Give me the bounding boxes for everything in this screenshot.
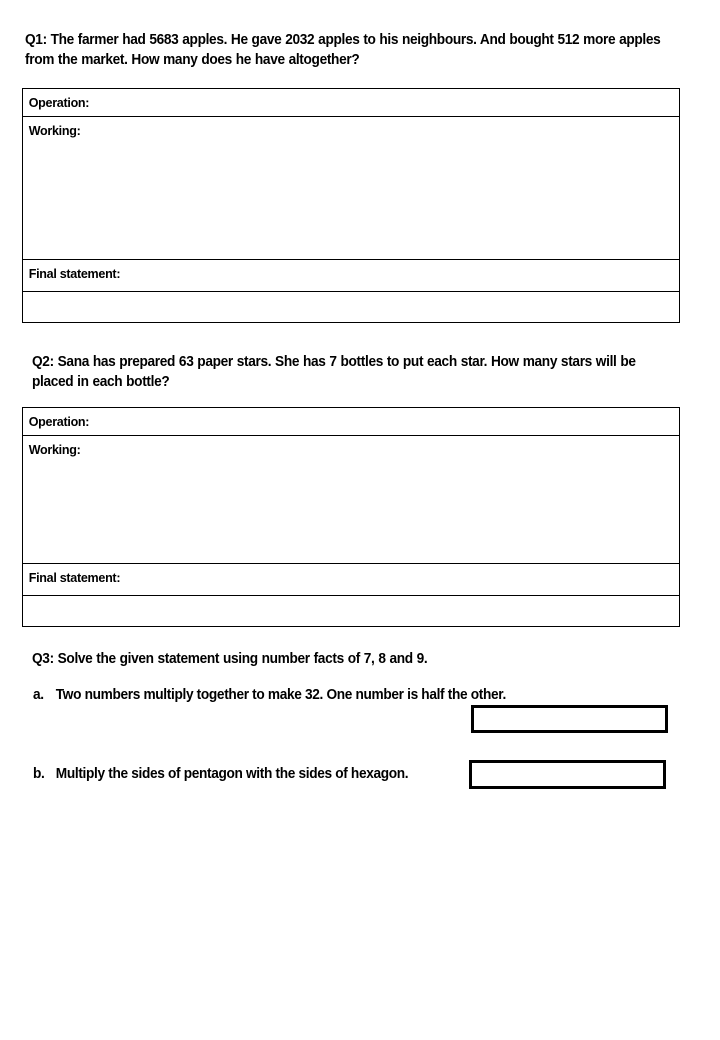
- table-row: [23, 260, 680, 292]
- table-row: [23, 292, 680, 323]
- question-3-prompt: Q3: Solve the given statement using number facts of 7, 8 and 9.: [32, 651, 428, 667]
- working-label: Working:: [28, 123, 81, 138]
- table-row: [23, 117, 680, 260]
- table-row: [23, 596, 680, 627]
- final-statement-label: Final statement:: [28, 266, 121, 281]
- question-1-answer-table: [22, 88, 680, 323]
- question-2-answer-table: [22, 407, 680, 627]
- final-statement-label: Final statement:: [28, 570, 121, 585]
- question-1-final-statement-cell[interactable]: [23, 260, 680, 292]
- question-2-operation-cell[interactable]: [23, 408, 680, 436]
- question-3-item-a-answer-box[interactable]: [471, 705, 668, 733]
- operation-label: Operation:: [28, 414, 90, 429]
- question-1-prompt: Q1: The farmer had 5683 apples. He gave 2032 apples to his neighbours. And bought 512 more apples from the market. How many does he have altogether?: [25, 32, 661, 68]
- question-1-answer-cell[interactable]: [23, 292, 680, 323]
- table-row: [23, 564, 680, 596]
- question-3-item-b: [33, 765, 408, 784]
- question-2-prompt: Q2: Sana has prepared 63 paper stars. She has 7 bottles to put each star. How many stars will be placed in each bottle?: [32, 354, 636, 390]
- operation-label: Operation:: [28, 95, 90, 110]
- question-3-item-a-text: Two numbers multiply together to make 32. One number is half the other.: [55, 687, 506, 703]
- table-row: [23, 408, 680, 436]
- question-3-item-b-answer-box[interactable]: [469, 760, 666, 789]
- question-3-item-a-marker: a.: [33, 687, 44, 703]
- question-3-item-b-text: Multiply the sides of pentagon with the sides of hexagon.: [55, 766, 409, 782]
- question-2-answer-cell[interactable]: [23, 596, 680, 627]
- working-label: Working:: [28, 442, 81, 457]
- question-1-operation-cell[interactable]: [23, 89, 680, 117]
- question-2-final-statement-cell[interactable]: [23, 564, 680, 596]
- question-2-working-cell[interactable]: [23, 436, 680, 564]
- question-3-item-b-marker: b.: [33, 766, 45, 782]
- question-3-item-a: [33, 686, 506, 705]
- table-row: [23, 89, 680, 117]
- question-1-working-cell[interactable]: [23, 117, 680, 260]
- table-row: [23, 436, 680, 564]
